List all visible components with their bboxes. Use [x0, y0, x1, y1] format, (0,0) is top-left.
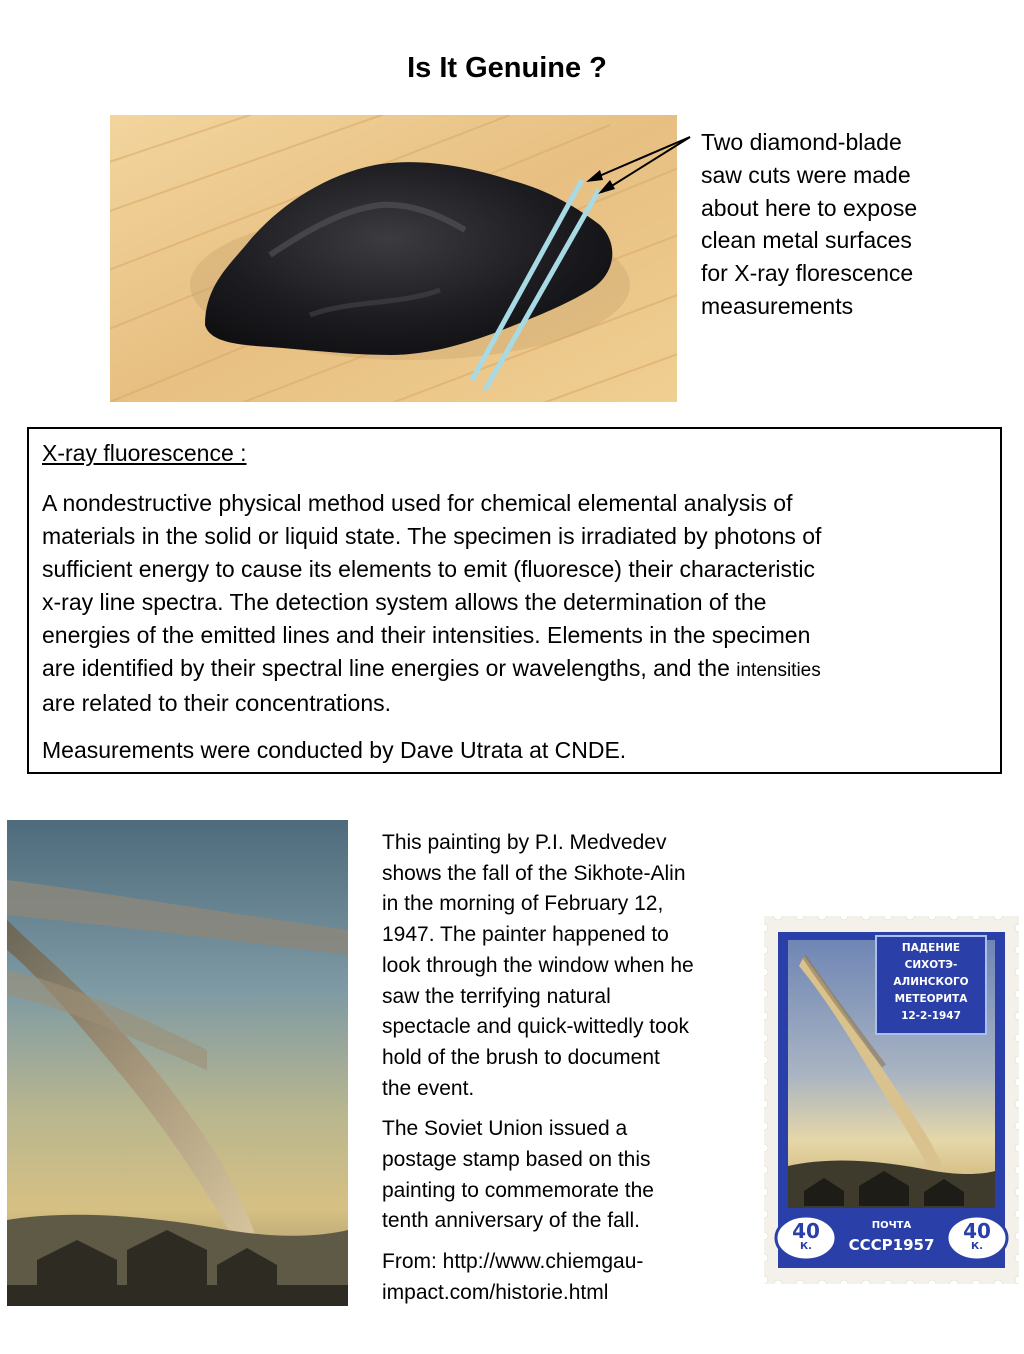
stamp-title-line: СИХОТЭ-: [904, 959, 958, 971]
xrf-line: are related to their concentrations.: [42, 690, 392, 716]
caption-line: This painting by P.I. Medvedev: [382, 831, 667, 854]
stamp-title-line: ПАДЕНИЕ: [901, 942, 961, 954]
xrf-line-text: are identified by their spectral line energies or wavelengths, and the: [42, 655, 737, 681]
caption-line: for X-ray florescence: [701, 260, 914, 287]
stamp-postal-line: ПОЧТА: [871, 1220, 912, 1231]
caption-line: From: http://www.chiemgau-: [382, 1250, 644, 1274]
caption-line: shows the fall of the Sikhote-Alin: [382, 861, 686, 885]
soviet-postage-stamp: [764, 916, 1019, 1284]
painting-description: [382, 828, 762, 1104]
stamp-value: 40: [963, 1219, 991, 1243]
xrf-definition-box: [27, 427, 1002, 774]
caption-line: saw the terrifying natural: [382, 984, 611, 1008]
stamp-title-line: МЕТЕОРИТА: [894, 993, 968, 1005]
stamp-postal-text: [824, 1218, 959, 1256]
caption-line: saw cuts were made: [701, 161, 911, 188]
xrf-line: energies of the emitted lines and their intensities. Elements in the specimen: [42, 622, 811, 648]
caption-line: postage stamp based on this: [382, 1148, 651, 1172]
stamp-title: [876, 940, 986, 1025]
xrf-line: sufficient energy to cause its elements to emit (fluoresce) their characteristic: [42, 556, 815, 582]
caption-line: the event.: [382, 1076, 475, 1100]
painting-caption: [382, 828, 762, 1319]
stamp-postal-line: СССР1957: [848, 1236, 935, 1254]
caption-line: in the morning of February 12,: [382, 892, 664, 916]
xrf-intensities-word: intensities: [736, 660, 821, 681]
arrow-icons: [560, 120, 720, 210]
xrf-line: x-ray line spectra. The detection system allows the determination of the: [42, 589, 767, 615]
xrf-line: A nondestructive physical method used for chemical elemental analysis of: [42, 490, 793, 516]
stamp-description: [382, 1114, 762, 1237]
stamp-value: 40: [792, 1219, 820, 1243]
caption-line: painting to commemorate the: [382, 1178, 654, 1202]
xrf-heading: X-ray fluorescence :: [42, 440, 247, 466]
caption-line: measurements: [701, 292, 854, 319]
stamp-unit: К.: [800, 1241, 812, 1252]
medvedev-painting: [7, 820, 348, 1306]
caption-line: Two diamond-blade: [701, 129, 902, 155]
page-title: Is It Genuine ?: [407, 52, 607, 84]
xrf-line: materials in the solid or liquid state. The specimen is irradiated by photons of: [42, 523, 822, 549]
caption-line: look through the window when he: [382, 953, 694, 977]
xrf-line: [42, 652, 992, 687]
caption-line: hold of the brush to document: [382, 1045, 660, 1069]
xrf-description: [42, 487, 992, 720]
source-citation: [382, 1247, 762, 1308]
stamp-title-line: 12-2-1947: [901, 1010, 961, 1022]
caption-line: 1947. The painter happened to: [382, 923, 669, 947]
caption-line: tenth anniversary of the fall.: [382, 1209, 640, 1233]
caption-line: impact.com/historie.html: [382, 1280, 609, 1304]
caption-line: clean metal surfaces: [701, 227, 912, 254]
caption-line: about here to expose: [701, 194, 918, 221]
stamp-title-line: АЛИНСКОГО: [893, 976, 969, 988]
xrf-credit: Measurements were conducted by Dave Utrata at CNDE.: [42, 737, 627, 763]
caption-line: spectacle and quick-wittedly took: [382, 1015, 689, 1039]
stamp-unit: К.: [971, 1241, 983, 1252]
saw-cut-caption: [701, 126, 1001, 323]
caption-line: The Soviet Union issued a: [382, 1117, 628, 1141]
